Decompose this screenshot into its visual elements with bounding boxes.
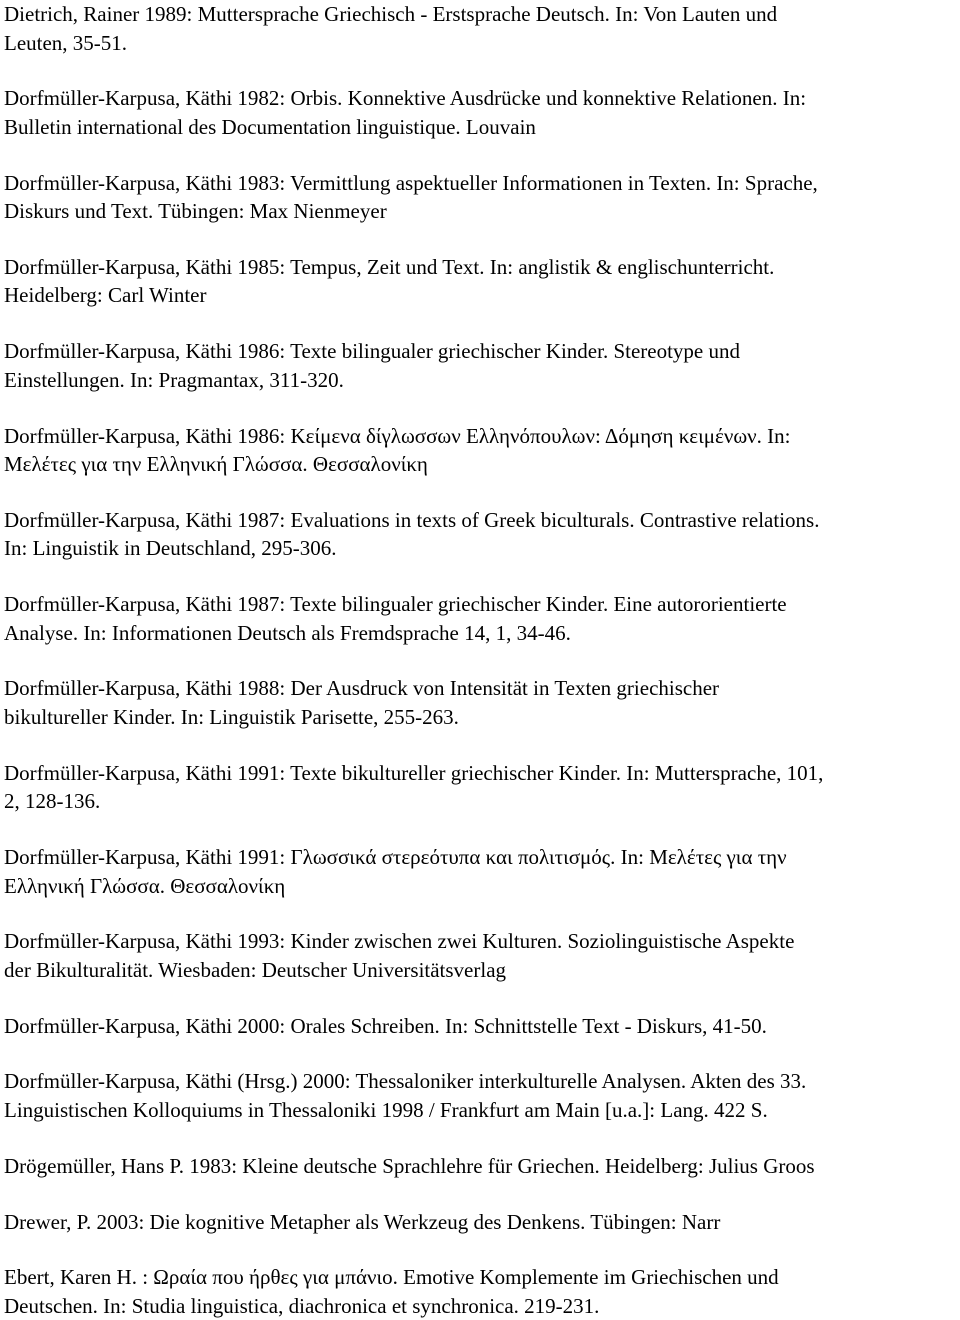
entry-line: Dorfmüller-Karpusa, Käthi 1985: Tempus, Zeit und Text. In: anglistik & englischunterricht. <box>4 254 775 279</box>
bibliography-entry <box>4 1152 815 1181</box>
entry-line: Analyse. In: Informationen Deutsch als Fremdsprache 14, 1, 34-46. <box>4 620 571 645</box>
entry-line: Bulletin international des Documentation linguistique. Louvain <box>4 114 536 139</box>
entry-line: Heidelberg: Carl Winter <box>4 283 207 308</box>
entry-line: Dorfmüller-Karpusa, Käthi (Hrsg.) 2000: Thessaloniker interkulturelle Analysen. Akten des 33. <box>4 1069 807 1094</box>
entry-line: Drewer, P. 2003: Die kognitive Metapher als Werkzeug des Denkens. Tübingen: Narr <box>4 1209 721 1234</box>
entry-line: Dorfmüller-Karpusa, Käthi 1991: Texte bikultureller griechischer Kinder. In: Muttersprache, 101, <box>4 760 824 785</box>
bibliography-entry <box>4 927 794 984</box>
bibliography-entry <box>4 337 740 394</box>
entry-line: Ελληνική Γλώσσα. Θεσσαλονίκη <box>4 873 286 898</box>
bibliography-entry <box>4 1067 806 1124</box>
entry-line: Deutschen. In: Studia linguistica, diachronica et synchronica. 219-231. <box>4 1293 600 1318</box>
entry-line: Dorfmüller-Karpusa, Käthi 1993: Kinder zwischen zwei Kulturen. Soziolinguistische Aspekte <box>4 929 795 954</box>
bibliography-entry <box>4 506 819 563</box>
entry-line: Diskurs und Text. Tübingen: Max Nienmeyer <box>4 199 387 224</box>
entry-line: Drögemüller, Hans P. 1983: Kleine deutsche Sprachlehre für Griechen. Heidelberg: Julius Groos <box>4 1153 815 1178</box>
entry-line: Dorfmüller-Karpusa, Käthi 1986: Texte bilingualer griechischer Kinder. Stereotype und <box>4 339 741 364</box>
bibliography-entry <box>4 590 787 647</box>
bibliography-entry <box>4 84 806 141</box>
entry-line: Dorfmüller-Karpusa, Käthi 1988: Der Ausdruck von Intensität in Texten griechischer <box>4 676 720 701</box>
bibliography-entry <box>4 1012 767 1041</box>
entry-line: bikultureller Kinder. In: Linguistik Parisette, 255-263. <box>4 704 459 729</box>
entry-line: Dorfmüller-Karpusa, Käthi 1987: Evaluations in texts of Greek biculturals. Contrastive relations. <box>4 507 820 532</box>
bibliography-entry <box>4 253 774 310</box>
entry-line: Dorfmüller-Karpusa, Käthi 2000: Orales Schreiben. In: Schnittstelle Text - Diskurs, 41-50. <box>4 1013 767 1038</box>
bibliography-entry <box>4 0 777 57</box>
entry-line: Μελέτες για την Ελληνική Γλώσσα. Θεσσαλονίκη <box>4 452 428 476</box>
entry-line: Dietrich, Rainer 1989: Muttersprache Griechisch - Erstsprache Deutsch. In: Von Lauten und <box>4 2 778 26</box>
bibliography-entry <box>4 1208 720 1237</box>
entry-line: Leuten, 35-51. <box>4 30 128 55</box>
entry-line: In: Linguistik in Deutschland, 295-306. <box>4 536 337 561</box>
entry-line: Dorfmüller-Karpusa, Käthi 1983: Vermittlung aspektueller Informationen in Texten. In: Sprache, <box>4 170 818 195</box>
entry-line: Linguistischen Kolloquiums in Thessaloniki 1998 / Frankfurt am Main [u.a.]: Lang. 422 S. <box>4 1097 768 1122</box>
bibliography-entry <box>4 169 818 226</box>
entry-line: Dorfmüller-Karpusa, Käthi 1991: Γλωσσικά στερεότυπα και πολιτισμός. In: Μελέτες για την <box>4 845 787 869</box>
entry-line: Dorfmüller-Karpusa, Käthi 1982: Orbis. Konnektive Ausdrücke und konnektive Relationen. In: <box>4 86 807 111</box>
bibliography-entry <box>4 422 790 479</box>
bibliography-entry <box>4 759 823 816</box>
entry-line: Ebert, Karen H. : Ωραία που ήρθες για μπάνιο. Emotive Komplemente im Griechischen und <box>4 1265 779 1290</box>
entry-line: Dorfmüller-Karpusa, Käthi 1986: Κείμενα δίγλωσσων Ελληνόπουλων: Δόμηση κειμένων. In: <box>4 423 791 448</box>
entry-line: der Bikulturalität. Wiesbaden: Deutscher Universitätsverlag <box>4 957 507 982</box>
bibliography-entry <box>4 674 719 731</box>
bibliography-entry <box>4 843 787 900</box>
bibliography-entry <box>4 1263 779 1320</box>
entry-line: 2, 128-136. <box>4 789 101 814</box>
entry-line: Dorfmüller-Karpusa, Käthi 1987: Texte bilingualer griechischer Kinder. Eine autororientierte <box>4 592 787 617</box>
entry-line: Einstellungen. In: Pragmantax, 311-320. <box>4 367 344 392</box>
